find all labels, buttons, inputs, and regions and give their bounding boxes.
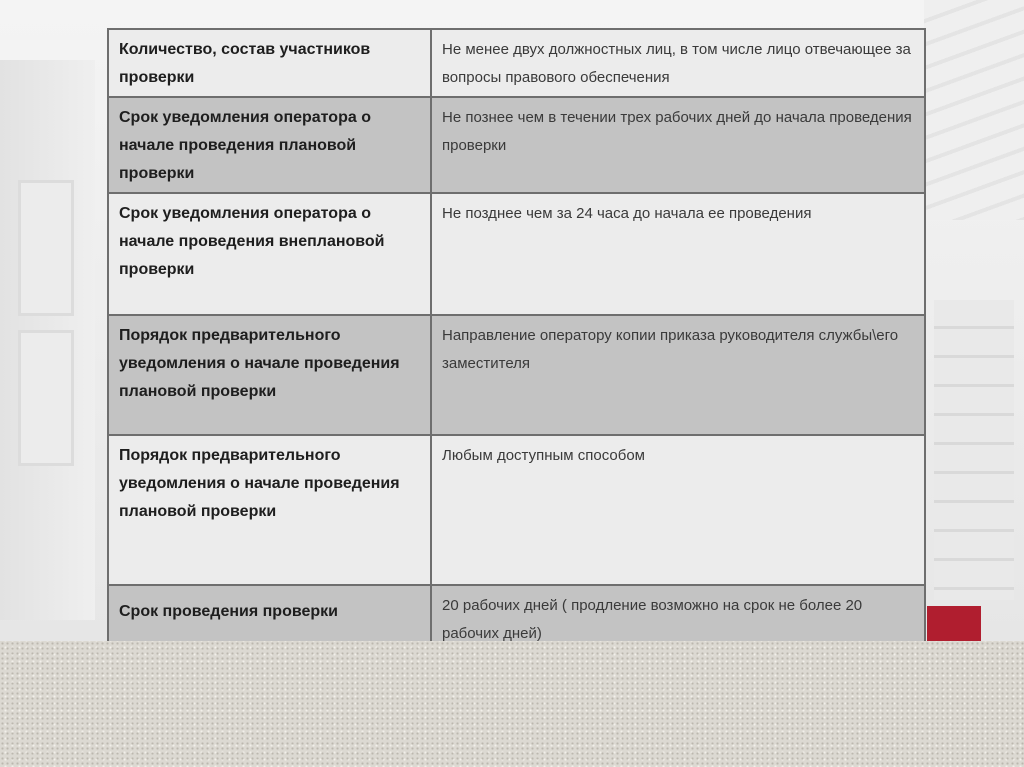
row-value: Любым доступным способом	[431, 435, 925, 585]
row-label: Количество, состав участников проверки	[108, 29, 431, 97]
row-label: Порядок предварительного уведомления о начале проведения плановой проверки	[108, 435, 431, 585]
row-value: Направление оператору копии приказа руководителя службы\его заместителя	[431, 315, 925, 435]
row-value: Не менее двух должностных лиц, в том числе лицо отвечающее за вопросы правового обеспечения	[431, 29, 925, 97]
row-label: Срок проведения проверки	[108, 585, 431, 641]
row-label: Порядок предварительного уведомления о начале проведения плановой проверки	[108, 315, 431, 435]
row-label: Срок уведомления оператора о начале проведения внеплановой проверки	[108, 193, 431, 315]
row-label: Срок уведомления оператора о начале проведения плановой проверки	[108, 97, 431, 193]
table-row	[108, 29, 925, 97]
table-row	[108, 97, 925, 193]
inspection-rules-table	[107, 28, 926, 641]
row-value: Не позднее чем за 24 часа до начала ее проведения	[431, 193, 925, 315]
table-row	[108, 435, 925, 585]
table-row	[108, 315, 925, 435]
row-value: Не познее чем в течении трех рабочих дней до начала проведения проверки	[431, 97, 925, 193]
textured-floor	[0, 641, 1024, 767]
table-row	[108, 193, 925, 315]
row-value: 20 рабочих дней ( продление возможно на срок не более 20 рабочих дней)	[431, 585, 925, 641]
table-row	[108, 585, 925, 641]
